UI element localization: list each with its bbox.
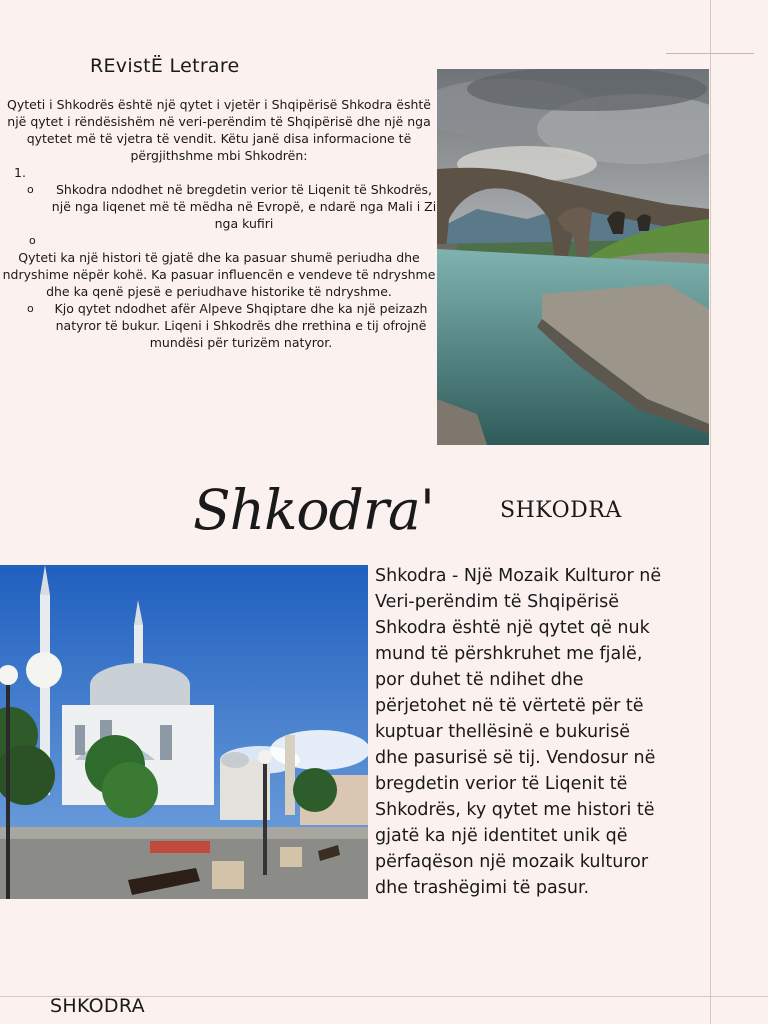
side-heading: SHKODRA (500, 498, 622, 523)
stone-arch-bridge-photo (437, 69, 709, 445)
bullet-mark: o (29, 234, 36, 247)
page-heading: Shkodra' (193, 478, 434, 542)
list-number: 1. (14, 165, 26, 180)
list-item (0, 300, 438, 351)
footer-label: SHKODRA (50, 995, 145, 1017)
feature-text: Shkodra - Një Mozaik Kulturor në Veri-perëndim të Shqipërisë Shkodra është një qytet që nuk mund të përshkruhet me fjalë, por duhet të ndihet dhe përjetohet në të vërtetë për të kuptuar thellësinë e bukurisë dhe pasurisë së tij. Vendosur në bregdetin verior të Liqenit të Shkodrës, ky qytet me histori të gjatë ka një identitet unik që përfaqëson një mozaik kulturor dhe trashëgimi të pasur. (375, 566, 662, 898)
bullet-mark: o (27, 302, 34, 315)
list-item (0, 232, 438, 249)
top-rule (666, 53, 754, 54)
intro-text (0, 96, 438, 351)
bullet-text: Shkodra ndodhet në bregdetin verior të Liqenit të Shkodrës, një nga liqenet më të mëdha në Evropë, e ndarë nga Mali i Zi nga kufiri (51, 182, 437, 231)
mosque-square-photo (0, 565, 368, 899)
intro-paragraph: Qyteti ka një histori të gjatë dhe ka pasuar shumë periudha dhe ndryshime nëpër kohë. Ka pasuar influencën e vendeve të ndryshme dhe ka qenë pjesë e periudhave historike të ndryshme. (2, 250, 436, 299)
bullet-text: Kjo qytet ndodhet afër Alpeve Shqiptare dhe ka një peizazh natyror të bukur. Liqeni i Shkodrës dhe rrethina e tij ofrojnë mundësi për turizëm natyror. (54, 301, 428, 350)
magazine-title: REvistË Letrare (90, 55, 240, 77)
intro-lead: Qyteti i Shkodrës është një qytet i vjetër i Shqipërisë Shkodra është një qytet i rëndësishëm në veri-perëndim të Shqipërisë dhe një nga qytetet më të vjetra të vendit. Këtu janë disa informacione të përgjithshme mbi Shkodrën: (7, 97, 431, 163)
bullet-mark: o (27, 183, 34, 196)
list-item (0, 181, 438, 232)
